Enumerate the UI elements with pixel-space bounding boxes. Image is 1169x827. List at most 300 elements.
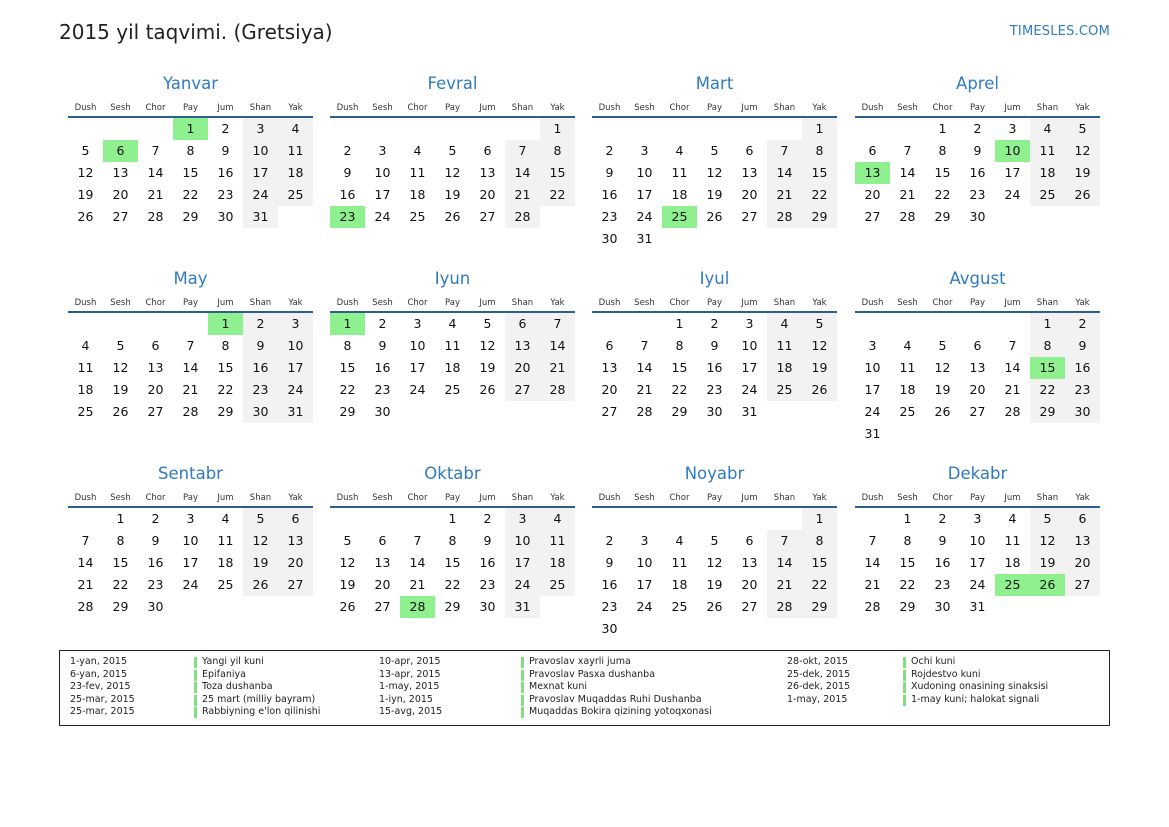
day-cell: 11 <box>767 335 802 357</box>
weekday-label: Yak <box>550 493 565 503</box>
month-name: Fevral <box>427 74 478 93</box>
weekday-label: Chor <box>145 298 166 308</box>
day-cell: 6 <box>378 533 387 548</box>
day-cell: 26 <box>706 599 723 614</box>
day-cell: 27 <box>278 574 313 596</box>
weekday-header <box>330 493 575 505</box>
month-name: Mart <box>695 74 734 93</box>
day-cell: 30 <box>374 404 391 419</box>
day-cell: 3 <box>745 316 754 331</box>
day-cell: 18 <box>409 187 426 202</box>
day-cell: 8 <box>1030 335 1065 357</box>
day-cell: 13 <box>278 530 313 552</box>
day-cell: 1 <box>1030 313 1065 335</box>
day-cell: 4 <box>81 338 90 353</box>
day-cell: 15 <box>339 360 356 375</box>
month-name: Aprel <box>956 74 999 93</box>
day-cell: 12 <box>243 530 278 552</box>
day-cell: 26 <box>934 404 951 419</box>
weekday-label: Dush <box>861 493 884 503</box>
weekday-label: Jum <box>217 493 234 503</box>
legend-holiday-name: Ochi kuni <box>911 656 956 667</box>
day-cell: 26 <box>112 404 129 419</box>
holiday-day-cell: 25 <box>662 206 697 228</box>
holiday-day-cell: 6 <box>103 140 138 162</box>
day-cell: 28 <box>77 599 94 614</box>
day-cell: 4 <box>903 338 912 353</box>
month-name: May <box>173 269 208 288</box>
day-cell: 6 <box>605 338 614 353</box>
day-cell: 3 <box>640 533 649 548</box>
day-cell: 4 <box>675 533 684 548</box>
month-name: Iyul <box>699 269 730 288</box>
day-cell: 29 <box>671 404 688 419</box>
legend-date: 1-yan, 2015 <box>70 656 127 667</box>
day-cell: 22 <box>671 382 688 397</box>
day-cell: 11 <box>278 140 313 162</box>
weekday-label: Yak <box>550 103 565 113</box>
day-cell: 17 <box>1004 165 1021 180</box>
legend-date: 15-avg, 2015 <box>379 706 443 718</box>
day-cell: 12 <box>1065 140 1100 162</box>
day-cell: 2 <box>605 143 614 158</box>
day-cell: 14 <box>182 360 199 375</box>
weekday-header <box>592 298 837 310</box>
day-cell: 13 <box>741 555 758 570</box>
day-cell: 14 <box>540 335 575 357</box>
day-cell: 31 <box>636 231 653 246</box>
day-cell: 3 <box>413 316 422 331</box>
day-cell: 30 <box>934 599 951 614</box>
day-cell: 21 <box>899 187 916 202</box>
day-cell: 31 <box>243 206 278 228</box>
holiday-day-cell: 1 <box>208 313 243 335</box>
month-name: Avgust <box>949 269 1006 288</box>
day-cell: 16 <box>601 577 618 592</box>
day-cell: 28 <box>864 599 881 614</box>
day-cell: 11 <box>217 533 234 548</box>
day-cell: 24 <box>864 404 881 419</box>
day-cell: 2 <box>343 143 352 158</box>
weekday-label: Shan <box>249 103 272 113</box>
day-cell: 2 <box>151 511 160 526</box>
day-cell: 14 <box>409 555 426 570</box>
day-cell: 7 <box>540 313 575 335</box>
day-cell: 11 <box>899 360 916 375</box>
day-cell: 28 <box>505 206 540 228</box>
day-cell: 8 <box>448 533 457 548</box>
legend-date: 1-may, 2015 <box>379 681 440 693</box>
day-cell: 9 <box>973 143 982 158</box>
legend-holiday-name: Pravoslav Pasxa dushanba <box>529 668 656 680</box>
weekday-label: Shan <box>773 493 796 503</box>
legend-marker <box>194 670 197 681</box>
day-cell: 13 <box>374 555 391 570</box>
day-cell: 4 <box>448 316 457 331</box>
day-cell: 13 <box>741 165 758 180</box>
day-cell: 18 <box>540 552 575 574</box>
day-cell: 2 <box>221 121 230 136</box>
holiday-day-cell: 26 <box>1030 574 1065 596</box>
day-cell: 3 <box>640 143 649 158</box>
weekday-label: Jum <box>217 298 234 308</box>
weekday-label: Chor <box>669 298 690 308</box>
weekday-label: Shan <box>1036 298 1059 308</box>
day-cell: 22 <box>444 577 461 592</box>
weekday-label: Chor <box>669 493 690 503</box>
weekday-label: Pay <box>183 298 198 308</box>
day-cell: 29 <box>899 599 916 614</box>
day-cell: 30 <box>601 621 618 636</box>
day-cell: 21 <box>636 382 653 397</box>
day-cell: 30 <box>147 599 164 614</box>
day-cell: 23 <box>601 209 618 224</box>
weekday-label: Jum <box>479 298 496 308</box>
day-cell: 20 <box>278 552 313 574</box>
day-cell: 13 <box>112 165 129 180</box>
day-cell: 15 <box>802 552 837 574</box>
day-cell: 28 <box>636 404 653 419</box>
day-cell: 3 <box>243 118 278 140</box>
day-cell: 17 <box>636 577 653 592</box>
weekday-label: Chor <box>932 298 953 308</box>
weekday-header <box>592 103 837 115</box>
day-cell: 17 <box>969 555 986 570</box>
weekday-label: Chor <box>407 298 428 308</box>
day-cell: 4 <box>278 118 313 140</box>
day-cell: 8 <box>343 338 352 353</box>
day-cell: 23 <box>374 382 391 397</box>
day-cell: 10 <box>505 530 540 552</box>
weekday-label: Sesh <box>634 298 655 308</box>
day-cell: 18 <box>444 360 461 375</box>
weekday-label: Dush <box>336 298 359 308</box>
weekday-label: Dush <box>598 493 621 503</box>
weekday-label: Dush <box>598 298 621 308</box>
day-cell: 12 <box>706 165 723 180</box>
weekday-label: Dush <box>336 103 359 113</box>
weekday-label: Yak <box>812 103 827 113</box>
weekday-header <box>855 298 1100 310</box>
weekday-label: Dush <box>598 103 621 113</box>
day-cell: 9 <box>605 165 614 180</box>
day-cell: 27 <box>479 209 496 224</box>
holiday-day-cell: 1 <box>330 313 365 335</box>
day-cell: 20 <box>1065 552 1100 574</box>
day-cell: 17 <box>409 360 426 375</box>
day-cell: 16 <box>339 187 356 202</box>
day-cell: 6 <box>973 338 982 353</box>
day-cell: 7 <box>413 533 422 548</box>
day-cell: 5 <box>938 338 947 353</box>
day-cell: 19 <box>706 577 723 592</box>
legend-date: 25-dek, 2015 <box>787 668 851 680</box>
weekday-header <box>68 298 313 310</box>
weekday-label: Shan <box>511 298 534 308</box>
day-cell: 20 <box>147 382 164 397</box>
day-cell: 24 <box>243 184 278 206</box>
day-cell: 24 <box>409 382 426 397</box>
weekday-label: Shan <box>1036 103 1059 113</box>
day-cell: 14 <box>147 165 164 180</box>
weekday-label: Sesh <box>110 298 131 308</box>
day-cell: 27 <box>741 209 758 224</box>
day-cell: 16 <box>706 360 723 375</box>
day-cell: 29 <box>802 596 837 618</box>
day-cell: 2 <box>973 121 982 136</box>
day-cell: 7 <box>767 140 802 162</box>
weekday-label: Dush <box>861 298 884 308</box>
day-cell: 10 <box>969 533 986 548</box>
day-cell: 22 <box>934 187 951 202</box>
holiday-day-cell: 10 <box>995 140 1030 162</box>
weekday-label: Chor <box>407 493 428 503</box>
holiday-legend <box>59 650 1110 726</box>
day-cell: 3 <box>973 511 982 526</box>
day-cell: 6 <box>745 533 754 548</box>
weekday-label: Yak <box>1075 493 1090 503</box>
day-cell: 12 <box>706 555 723 570</box>
weekday-label: Chor <box>669 103 690 113</box>
weekday-label: Sesh <box>372 103 393 113</box>
weekday-label: Jum <box>479 493 496 503</box>
day-cell: 14 <box>505 162 540 184</box>
day-cell: 5 <box>343 533 352 548</box>
day-cell: 12 <box>112 360 129 375</box>
day-cell: 5 <box>116 338 125 353</box>
legend-holiday-name: Epifaniya <box>202 668 246 680</box>
day-cell: 19 <box>706 187 723 202</box>
day-cell: 17 <box>636 187 653 202</box>
day-cell: 30 <box>1065 401 1100 423</box>
day-cell: 15 <box>182 165 199 180</box>
day-cell: 10 <box>182 533 199 548</box>
legend-marker <box>903 657 906 668</box>
weekday-label: Shan <box>1036 493 1059 503</box>
day-cell: 31 <box>969 599 986 614</box>
day-cell: 4 <box>675 143 684 158</box>
day-cell: 13 <box>1065 530 1100 552</box>
day-cell: 10 <box>636 165 653 180</box>
weekday-label: Shan <box>249 493 272 503</box>
day-cell: 5 <box>802 313 837 335</box>
day-cell: 6 <box>505 313 540 335</box>
legend-holiday-name: Xudoning onasining sinaksisi <box>911 681 1049 693</box>
day-cell: 20 <box>969 382 986 397</box>
day-cell: 25 <box>671 599 688 614</box>
legend-marker <box>194 695 197 706</box>
day-cell: 18 <box>671 187 688 202</box>
day-cell: 19 <box>243 552 278 574</box>
legend-marker <box>521 695 524 706</box>
legend-marker <box>521 657 524 668</box>
day-cell: 29 <box>217 404 234 419</box>
legend-date: 23-fev, 2015 <box>70 681 131 693</box>
day-cell: 15 <box>802 162 837 184</box>
day-cell: 21 <box>540 357 575 379</box>
day-cell: 2 <box>938 511 947 526</box>
day-cell: 5 <box>243 508 278 530</box>
day-cell: 11 <box>671 165 688 180</box>
day-cell: 11 <box>444 338 461 353</box>
day-cell: 16 <box>217 165 234 180</box>
day-cell: 16 <box>374 360 391 375</box>
day-cell: 30 <box>243 401 278 423</box>
weekday-label: Shan <box>511 103 534 113</box>
day-cell: 27 <box>505 379 540 401</box>
day-cell: 1 <box>802 508 837 530</box>
day-cell: 9 <box>343 165 352 180</box>
day-cell: 4 <box>767 313 802 335</box>
day-cell: 25 <box>409 209 426 224</box>
legend-marker <box>903 695 906 706</box>
weekday-label: Pay <box>707 298 722 308</box>
day-cell: 30 <box>479 599 496 614</box>
weekday-label: Jum <box>479 103 496 113</box>
day-cell: 20 <box>479 187 496 202</box>
weekday-label: Yak <box>288 493 303 503</box>
day-cell: 25 <box>217 577 234 592</box>
weekday-label: Sesh <box>110 493 131 503</box>
day-cell: 22 <box>540 184 575 206</box>
day-cell: 12 <box>934 360 951 375</box>
legend-marker <box>521 682 524 693</box>
day-cell: 26 <box>1065 184 1100 206</box>
weekday-label: Chor <box>145 493 166 503</box>
day-cell: 27 <box>601 404 618 419</box>
day-cell: 26 <box>444 209 461 224</box>
day-cell: 15 <box>444 555 461 570</box>
day-cell: 12 <box>479 338 496 353</box>
legend-holiday-name: Yangi yil kuni <box>202 656 264 667</box>
day-cell: 1 <box>675 316 684 331</box>
day-cell: 31 <box>864 426 881 441</box>
weekday-label: Chor <box>932 103 953 113</box>
weekday-label: Jum <box>1004 103 1021 113</box>
day-cell: 26 <box>243 574 278 596</box>
day-cell: 1 <box>938 121 947 136</box>
weekday-label: Pay <box>445 493 460 503</box>
day-cell: 22 <box>112 577 129 592</box>
day-cell: 29 <box>1030 401 1065 423</box>
day-cell: 8 <box>802 530 837 552</box>
day-cell: 23 <box>147 577 164 592</box>
day-cell: 13 <box>601 360 618 375</box>
page-title: 2015 yil taqvimi. (Gretsiya) <box>59 20 333 44</box>
day-cell: 14 <box>77 555 94 570</box>
day-cell: 9 <box>151 533 160 548</box>
legend-holiday-name: Rabbiyning e'lon qilinishi <box>202 706 321 718</box>
day-cell: 2 <box>483 511 492 526</box>
weekday-label: Yak <box>812 493 827 503</box>
weekday-label: Sesh <box>897 103 918 113</box>
day-cell: 16 <box>601 187 618 202</box>
weekday-label: Dush <box>74 298 97 308</box>
day-cell: 11 <box>409 165 426 180</box>
day-cell: 9 <box>243 335 278 357</box>
day-cell: 19 <box>112 382 129 397</box>
legend-date: 6-yan, 2015 <box>70 668 127 680</box>
day-cell: 21 <box>864 577 881 592</box>
weekday-header <box>68 103 313 115</box>
day-cell: 24 <box>182 577 199 592</box>
legend-holiday-name: Rojdestvo kuni <box>911 668 981 680</box>
day-cell: 26 <box>77 209 94 224</box>
day-cell: 1 <box>802 118 837 140</box>
day-cell: 17 <box>374 187 391 202</box>
day-cell: 14 <box>636 360 653 375</box>
day-cell: 5 <box>483 316 492 331</box>
day-cell: 24 <box>374 209 391 224</box>
day-cell: 19 <box>1030 552 1065 574</box>
day-cell: 17 <box>278 357 313 379</box>
day-cell: 9 <box>221 143 230 158</box>
day-cell: 7 <box>81 533 90 548</box>
day-cell: 7 <box>868 533 877 548</box>
day-cell: 8 <box>221 338 230 353</box>
day-cell: 3 <box>278 313 313 335</box>
legend-date: 25-mar, 2015 <box>70 693 135 705</box>
day-cell: 11 <box>1030 140 1065 162</box>
day-cell: 19 <box>77 187 94 202</box>
weekday-label: Sesh <box>372 493 393 503</box>
weekday-label: Chor <box>145 103 166 113</box>
day-cell: 15 <box>112 555 129 570</box>
day-cell: 22 <box>217 382 234 397</box>
day-cell: 11 <box>1004 533 1021 548</box>
legend-holiday-name: Toza dushanba <box>202 681 273 693</box>
legend-marker <box>194 682 197 693</box>
day-cell: 26 <box>706 209 723 224</box>
weekday-label: Dush <box>74 103 97 113</box>
day-cell: 10 <box>374 165 391 180</box>
day-cell: 19 <box>934 382 951 397</box>
weekday-label: Sesh <box>110 103 131 113</box>
day-cell: 24 <box>741 382 758 397</box>
day-cell: 9 <box>938 533 947 548</box>
site-link[interactable]: TIMESLES.COM <box>1009 24 1110 39</box>
day-cell: 23 <box>1065 379 1100 401</box>
weekday-label: Jum <box>741 493 758 503</box>
weekday-label: Jum <box>1004 298 1021 308</box>
day-cell: 3 <box>505 508 540 530</box>
weekday-label: Pay <box>707 493 722 503</box>
day-cell: 30 <box>706 404 723 419</box>
day-cell: 19 <box>339 577 356 592</box>
day-cell: 3 <box>378 143 387 158</box>
day-cell: 12 <box>77 165 94 180</box>
day-cell: 14 <box>767 162 802 184</box>
day-cell: 19 <box>1065 162 1100 184</box>
day-cell: 2 <box>378 316 387 331</box>
weekday-label: Chor <box>407 103 428 113</box>
day-cell: 29 <box>802 206 837 228</box>
month-name: Sentabr <box>158 464 223 483</box>
day-cell: 1 <box>540 118 575 140</box>
month-name: Yanvar <box>162 74 219 93</box>
day-cell: 18 <box>1004 555 1021 570</box>
month-name: Oktabr <box>424 464 481 483</box>
day-cell: 25 <box>540 574 575 596</box>
weekday-label: Shan <box>511 493 534 503</box>
day-cell: 3 <box>1008 121 1017 136</box>
holiday-day-cell: 15 <box>1030 357 1065 379</box>
day-cell: 6 <box>151 338 160 353</box>
day-cell: 27 <box>147 404 164 419</box>
day-cell: 13 <box>505 335 540 357</box>
day-cell: 31 <box>505 596 540 618</box>
weekday-label: Yak <box>812 298 827 308</box>
